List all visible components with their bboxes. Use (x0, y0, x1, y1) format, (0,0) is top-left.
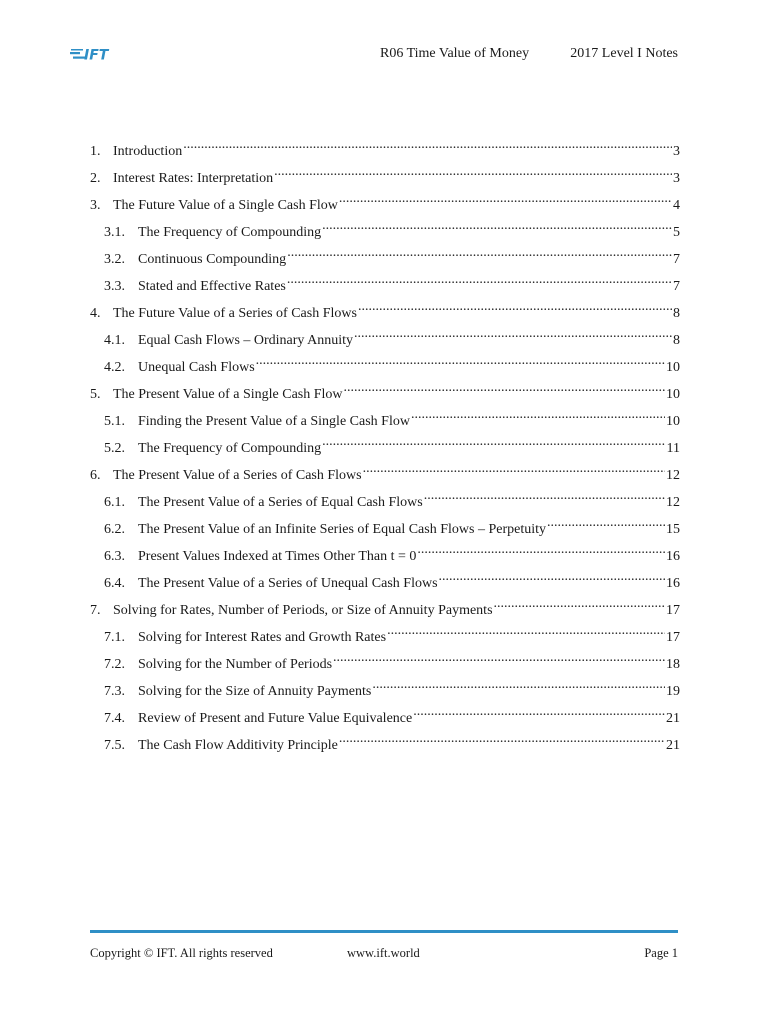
toc-entry[interactable] (90, 378, 680, 405)
toc-entry-page: 3 (673, 171, 680, 186)
toc-dot-leader (322, 432, 665, 452)
toc-entry[interactable] (90, 729, 680, 756)
toc-entry-title: Unequal Cash Flows (138, 360, 255, 375)
toc-dot-leader (494, 594, 665, 614)
toc-entry-title: The Future Value of a Series of Cash Flows (113, 306, 357, 321)
toc-dot-leader (547, 513, 665, 533)
toc-entry-page: 8 (673, 306, 680, 321)
toc-entry[interactable] (90, 675, 680, 702)
toc-dot-leader (344, 378, 665, 398)
toc-entry[interactable] (90, 540, 680, 567)
document-edition: 2017 Level I Notes (570, 46, 678, 61)
toc-dot-leader (354, 324, 672, 344)
toc-dot-leader (439, 567, 665, 587)
toc-entry-page: 11 (666, 441, 680, 456)
toc-entry-title: Continuous Compounding (138, 252, 287, 267)
toc-entry-number: 5.1. (104, 414, 125, 429)
toc-entry-title: Solving for the Number of Periods (138, 657, 333, 672)
toc-entry[interactable] (90, 594, 680, 621)
toc-dot-leader (417, 540, 665, 560)
toc-entry-title: Solving for Rates, Number of Periods, or Size of Annuity Payments (113, 603, 493, 618)
toc-entry-title: The Present Value of a Series of Unequal Cash Flows (138, 576, 438, 591)
toc-entry-number: 7.2. (104, 657, 125, 672)
toc-entry-number: 6. (90, 468, 101, 483)
toc-dot-leader (287, 270, 672, 290)
toc-entry-number: 6.2. (104, 522, 125, 537)
page-footer (90, 946, 678, 966)
toc-entry-page: 4 (673, 198, 680, 213)
toc-dot-leader (413, 702, 665, 722)
toc-entry-page: 21 (666, 711, 680, 726)
toc-entry-page: 10 (666, 414, 680, 429)
toc-entry-number: 5.2. (104, 441, 125, 456)
toc-entry-number: 6.3. (104, 549, 125, 564)
toc-entry-title: The Present Value of an Infinite Series of Equal Cash Flows – Perpetuity (138, 522, 546, 537)
toc-entry-number: 3.2. (104, 252, 125, 267)
logo-text: IFT (84, 47, 109, 62)
toc-dot-leader (411, 405, 665, 425)
toc-entry[interactable] (90, 405, 680, 432)
toc-entry-number: 7.4. (104, 711, 125, 726)
toc-dot-leader (372, 675, 665, 695)
footer-divider (90, 930, 678, 933)
toc-entry-page: 17 (666, 630, 680, 645)
toc-entry-title: The Present Value of a Single Cash Flow (113, 387, 343, 402)
page-number: Page 1 (644, 946, 678, 960)
document-title: R06 Time Value of Money (380, 46, 530, 61)
toc-entry[interactable] (90, 432, 680, 459)
toc-entry-page: 12 (666, 495, 680, 510)
toc-entry-number: 6.1. (104, 495, 125, 510)
toc-dot-leader (363, 459, 665, 479)
toc-entry-title: Solving for the Size of Annuity Payments (138, 684, 372, 699)
toc-entry-title: The Present Value of a Series of Equal Cash Flows (138, 495, 423, 510)
toc-entry-number: 7.1. (104, 630, 125, 645)
toc-entry-number: 3.3. (104, 279, 125, 294)
toc-entry-title: The Cash Flow Additivity Principle (138, 738, 338, 753)
toc-entry-number: 4. (90, 306, 101, 321)
toc-entry-title: Finding the Present Value of a Single Cash Flow (138, 414, 410, 429)
toc-entry-page: 16 (666, 549, 680, 564)
page-header (70, 44, 678, 66)
toc-dot-leader (256, 351, 665, 371)
toc-dot-leader (358, 297, 672, 317)
toc-entry-page: 18 (666, 657, 680, 672)
toc-entry-number: 3.1. (104, 225, 125, 240)
copyright-notice: Copyright © IFT. All rights reserved (90, 946, 273, 960)
toc-entry[interactable] (90, 216, 680, 243)
toc-entry-number: 1. (90, 144, 101, 159)
toc-entry-title: Present Values Indexed at Times Other Than t = 0 (138, 549, 417, 564)
toc-entry-page: 17 (666, 603, 680, 618)
toc-entry-page: 5 (673, 225, 680, 240)
toc-entry[interactable] (90, 162, 680, 189)
toc-dot-leader (183, 135, 672, 155)
toc-entry-number: 7.3. (104, 684, 125, 699)
toc-entry-number: 7.5. (104, 738, 125, 753)
toc-entry-page: 19 (666, 684, 680, 699)
toc-entry-page: 12 (666, 468, 680, 483)
toc-entry-page: 3 (673, 144, 680, 159)
toc-entry[interactable] (90, 297, 680, 324)
toc-entry[interactable] (90, 324, 680, 351)
toc-entry-number: 2. (90, 171, 101, 186)
toc-entry[interactable] (90, 702, 680, 729)
toc-entry-number: 7. (90, 603, 101, 618)
toc-entry-title: Interest Rates: Interpretation (113, 171, 274, 186)
toc-entry-number: 3. (90, 198, 101, 213)
toc-dot-leader (424, 486, 665, 506)
toc-dot-leader (287, 243, 672, 263)
toc-entry[interactable] (90, 648, 680, 675)
toc-entry-title: The Present Value of a Series of Cash Flows (113, 468, 362, 483)
toc-entry-number: 6.4. (104, 576, 125, 591)
toc-entry[interactable] (90, 486, 680, 513)
toc-entry[interactable] (90, 243, 680, 270)
toc-entry-page: 8 (673, 333, 680, 348)
toc-entry-number: 4.2. (104, 360, 125, 375)
toc-dot-leader (339, 729, 665, 749)
toc-entry-title: The Future Value of a Single Cash Flow (113, 198, 338, 213)
toc-entry-number: 5. (90, 387, 101, 402)
toc-entry-title: The Frequency of Compounding (138, 225, 322, 240)
toc-dot-leader (333, 648, 665, 668)
toc-entry[interactable] (90, 135, 680, 162)
website-link[interactable]: www.ift.world (347, 946, 420, 960)
toc-entry-page: 16 (666, 576, 680, 591)
toc-entry-title: The Frequency of Compounding (138, 441, 322, 456)
toc-entry-number: 4.1. (104, 333, 125, 348)
toc-entry[interactable] (90, 621, 680, 648)
toc-entry[interactable] (90, 351, 680, 378)
toc-entry[interactable] (90, 189, 680, 216)
toc-dot-leader (274, 162, 672, 182)
toc-entry[interactable] (90, 459, 680, 486)
toc-dot-leader (322, 216, 672, 236)
toc-entry-title: Stated and Effective Rates (138, 279, 286, 294)
toc-entry-title: Introduction (113, 144, 183, 159)
toc-entry-title: Review of Present and Future Value Equivalence (138, 711, 413, 726)
table-of-contents (90, 135, 680, 756)
ift-logo (70, 46, 126, 62)
toc-entry-title: Equal Cash Flows – Ordinary Annuity (138, 333, 354, 348)
toc-dot-leader (387, 621, 665, 641)
toc-entry-page: 21 (666, 738, 680, 753)
toc-entry-page: 10 (666, 387, 680, 402)
toc-entry-page: 7 (673, 252, 680, 267)
toc-entry-page: 15 (666, 522, 680, 537)
toc-entry-page: 10 (666, 360, 680, 375)
toc-entry-page: 7 (673, 279, 680, 294)
toc-entry[interactable] (90, 513, 680, 540)
toc-entry-title: Solving for Interest Rates and Growth Rates (138, 630, 387, 645)
toc-entry[interactable] (90, 270, 680, 297)
toc-dot-leader (339, 189, 672, 209)
toc-entry[interactable] (90, 567, 680, 594)
